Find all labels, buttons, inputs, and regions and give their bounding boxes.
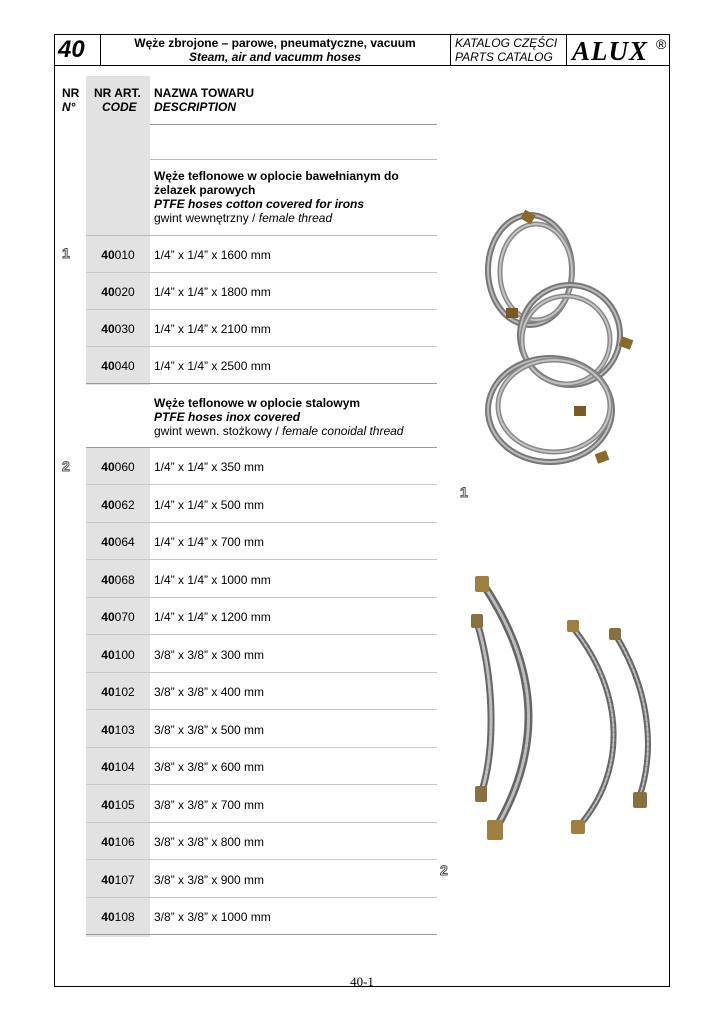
item-description: 3/8” x 3/8” x 800 mm [154,835,265,849]
table-row [86,748,437,785]
article-code: 40062 [101,498,135,512]
group2-thread-en: female conoidal thread [282,424,404,438]
header-underline [150,124,437,125]
item-description: 1/4” x 1/4” x 500 mm [154,498,265,512]
group1-thread: gwint wewnętrzny / female thread [154,211,333,225]
table-row [86,711,437,748]
page-footer: 40-1 [350,974,374,989]
table-row [86,448,437,485]
article-code: 40100 [101,648,135,662]
group1-number: 1 [62,245,70,261]
header-sep-3 [566,34,567,65]
group1-thread-pl: gwint wewnętrzny [154,211,249,225]
article-code: 40020 [101,285,135,299]
group2-thread-pl: gwint wewn. stożkowy [154,424,273,438]
article-code: 40103 [101,723,135,737]
table-row [86,561,437,598]
item-description: 1/4” x 1/4” x 2500 mm [154,359,271,373]
table-row [86,523,437,560]
item-description: 1/4” x 1/4” x 700 mm [154,535,265,549]
title-english: Steam, air and vacumm hoses [188,50,362,64]
item-description: 1/4” x 1/4” x 1600 mm [154,248,271,262]
item-description: 1/4” x 1/4” x 1200 mm [154,610,271,624]
group1-title-pl-2: żelazek parowych [154,183,256,197]
group2-title-en: PTFE hoses inox covered [154,410,301,424]
group2-number: 2 [62,458,70,474]
photo1-label: 1 [460,484,468,500]
table-row [86,861,437,898]
group2-title-pl: Węże teflonowe w oplocie stalowym [154,396,361,410]
article-code: 40060 [101,460,135,474]
header-sep-2 [450,34,451,65]
title-polish: Węże zbrojone – parowe, pneumatyczne, vacuum [134,36,416,50]
table-row [86,636,437,673]
table-row [86,236,437,273]
table-row [86,598,437,635]
group1-title-en: PTFE hoses cotton covered for irons [154,197,365,211]
table-row [86,786,437,823]
article-code: 40040 [101,359,135,373]
item-description: 1/4” x 1/4” x 1800 mm [154,285,271,299]
col-nr-label: NR [62,86,80,100]
item-description: 3/8” x 3/8” x 500 mm [154,723,265,737]
braided-hoses-photo [455,572,665,852]
alux-logo: ALUX [572,36,649,66]
table-row [86,310,437,347]
item-description: 3/8” x 3/8” x 600 mm [154,760,265,774]
table-row [86,347,437,384]
item-description: 3/8” x 3/8” x 700 mm [154,798,265,812]
col-code-label: NR ART. [94,86,141,100]
item-description: 1/4” x 1/4” x 350 mm [154,460,265,474]
table-row [86,823,437,860]
article-code: 40102 [101,685,135,699]
article-code: 40105 [101,798,135,812]
col-desc-label-en: DESCRIPTION [154,100,237,114]
article-code: 40064 [101,535,135,549]
article-code: 40070 [101,610,135,624]
article-code: 40010 [101,248,135,262]
article-code: 40030 [101,322,135,336]
group2-thread: gwint wewn. stożkowy / female conoidal thread [154,424,404,438]
section-number: 40 [58,36,85,63]
coiled-hoses-photo [470,200,640,480]
group1-title-pl-1: Węże teflonowe w oplocie bawełnianym do [154,169,399,183]
item-description: 3/8” x 3/8” x 400 mm [154,685,265,699]
spacer-line [150,159,437,160]
col-desc-label: NAZWA TOWARU [154,86,254,100]
registered-mark: ® [656,36,667,52]
catalog-label-english: PARTS CATALOG [455,50,553,64]
item-description: 3/8” x 3/8” x 300 mm [154,648,265,662]
item-description: 1/4” x 1/4” x 1000 mm [154,573,271,587]
catalog-label-polish: KATALOG CZĘŚCI [455,36,558,50]
table-row [86,673,437,710]
article-code: 40068 [101,573,135,587]
item-description: 3/8” x 3/8” x 900 mm [154,873,265,887]
col-code-label-en: CODE [102,100,137,114]
article-code: 40107 [101,873,135,887]
table-row [86,273,437,310]
group2-header-gap [86,385,150,447]
group1-thread-en: female thread [258,211,333,225]
table-row [86,898,437,935]
article-code: 40108 [101,910,135,924]
col-nr-label-en: N° [62,100,76,114]
article-code: 40104 [101,760,135,774]
table-row [86,486,437,523]
item-description: 3/8” x 3/8” x 1000 mm [154,910,271,924]
header-sep-1 [100,34,101,65]
photo2-label: 2 [440,862,448,878]
article-code: 40106 [101,835,135,849]
item-description: 1/4” x 1/4” x 2100 mm [154,322,271,336]
